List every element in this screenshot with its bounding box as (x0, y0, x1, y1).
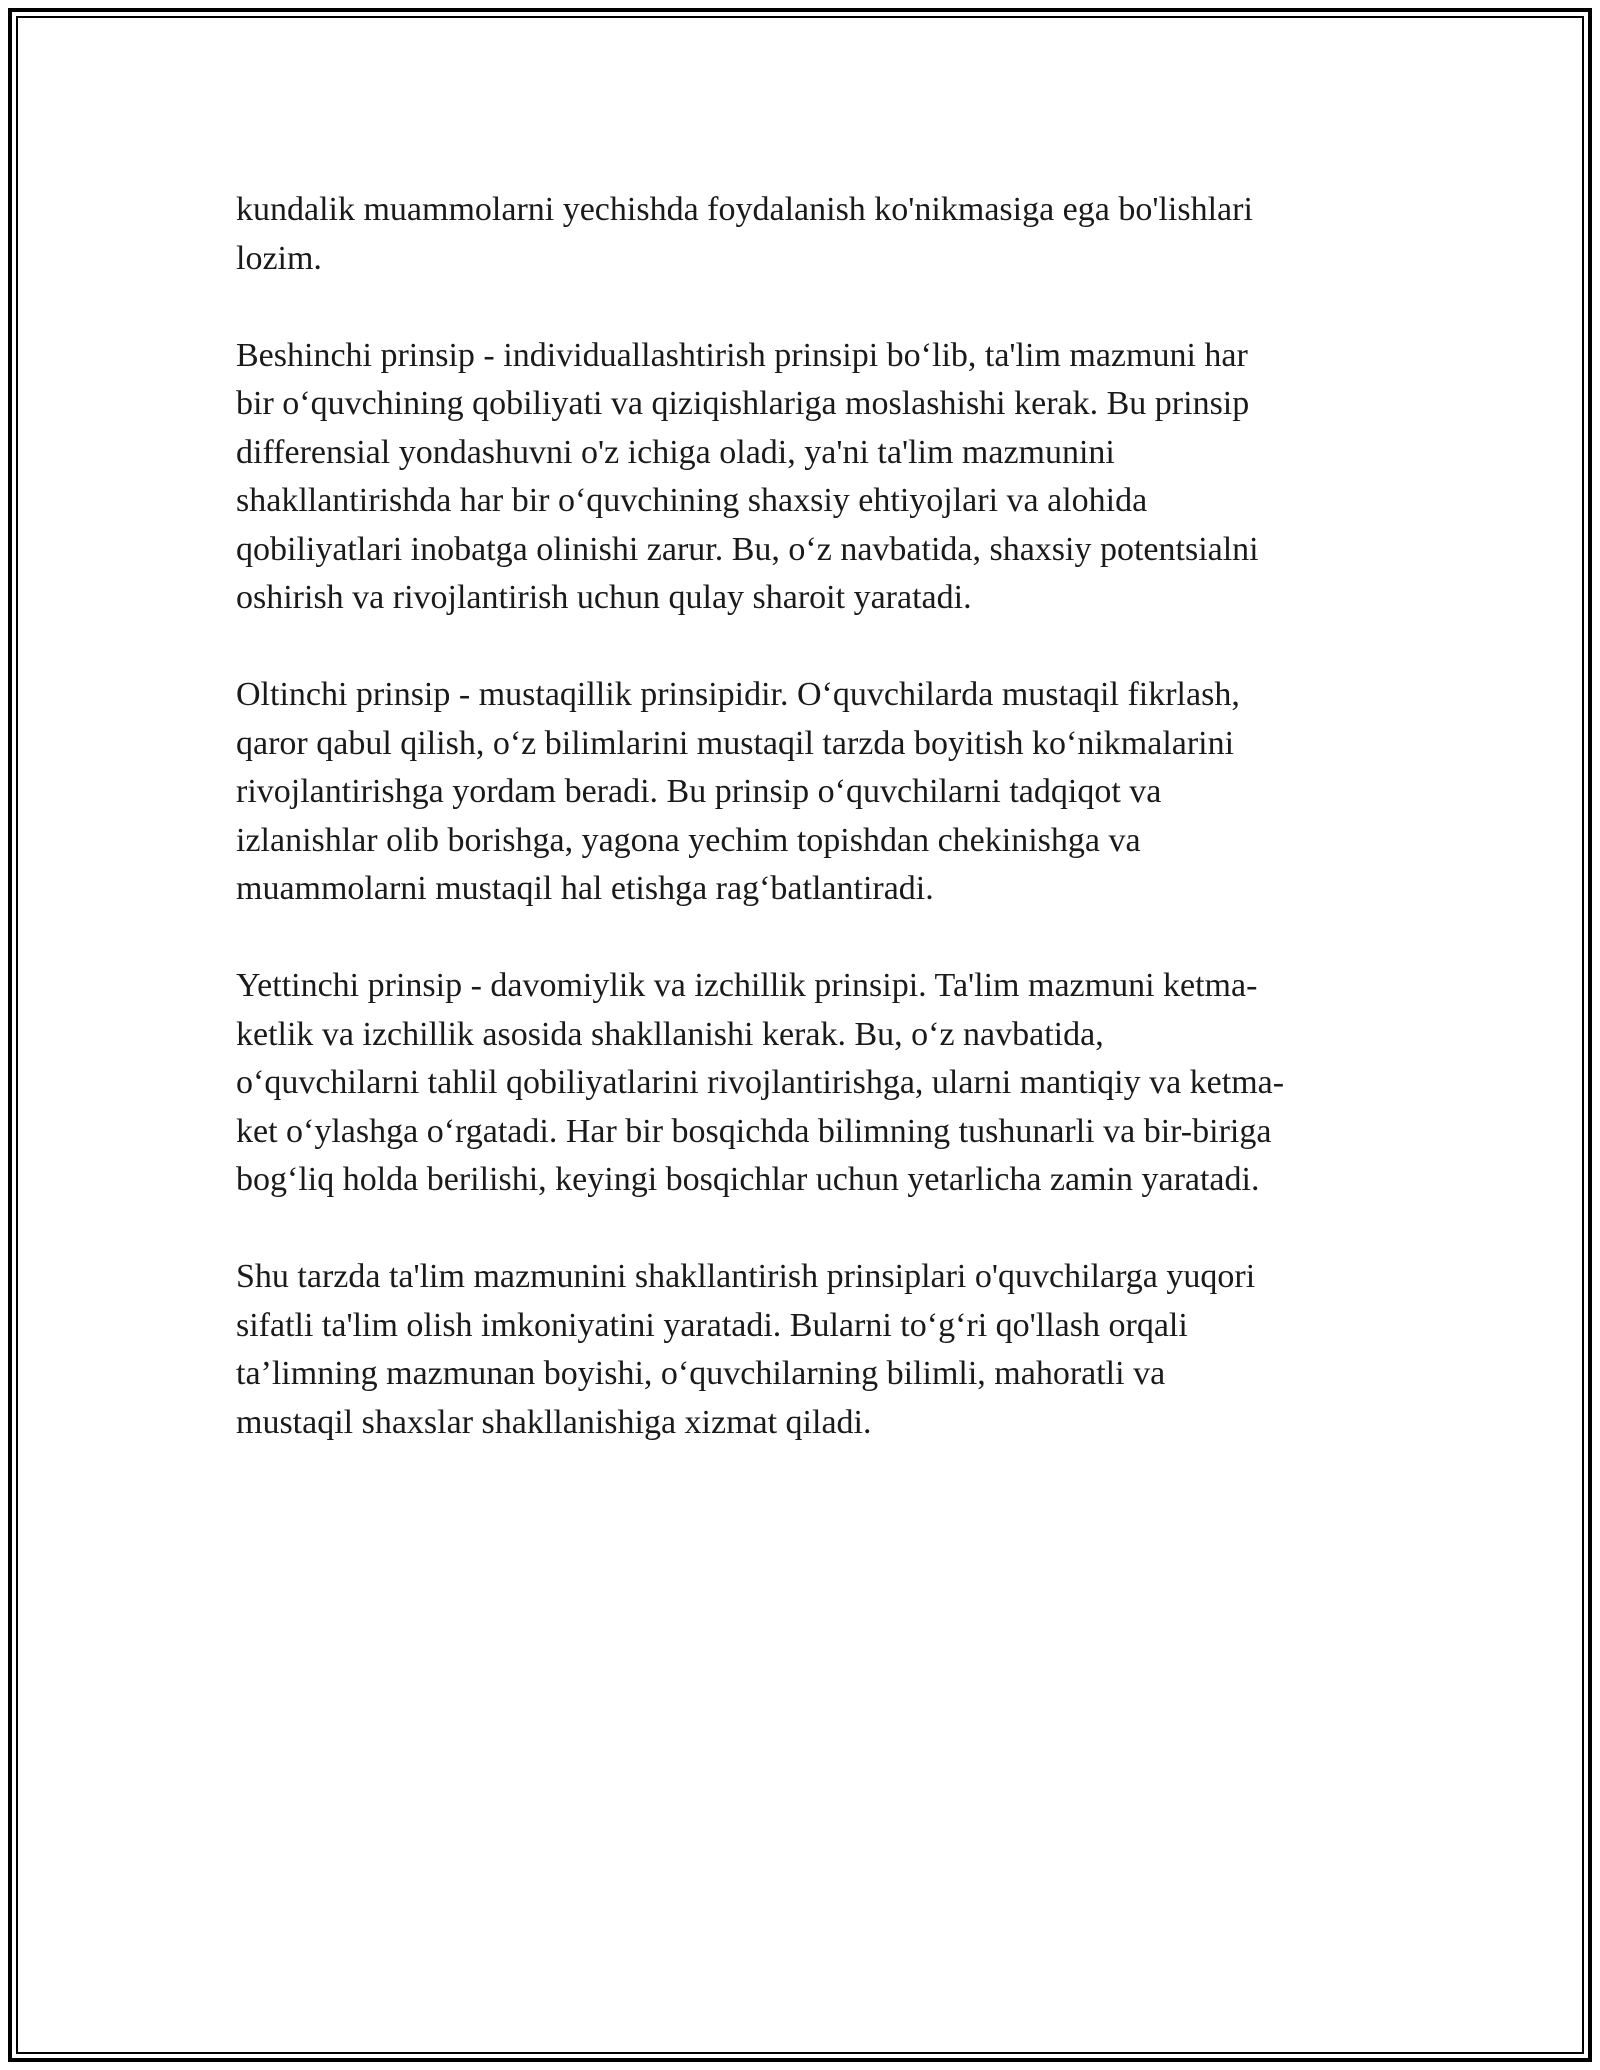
text-line: qobiliyatlari inobatga olinishi zarur. Bu, oʻz navbatida, shaxsiy potentsialni (236, 530, 1259, 568)
text-line: qaror qabul qilish, oʻz bilimlarini mustaqil tarzda boyitish koʻnikmalarini (236, 724, 1235, 762)
document-body (236, 186, 1376, 1496)
text-line: ta’limning mazmunan boyishi, oʻquvchilarning bilimli, mahoratli va (236, 1355, 1166, 1392)
text-line: sifatli ta'lim olish imkoniyatini yaratadi. Bularni toʻgʻri qo'llash orqali (236, 1306, 1188, 1344)
text-line: mustaqil shaxslar shakllanishiga xizmat qiladi. (236, 1403, 872, 1441)
text-line: Yettinchi prinsip - davomiylik va izchillik prinsipi. Ta'lim mazmuni ketma- (236, 967, 1258, 1004)
text-line: ket oʻylashga oʻrgatadi. Har bir bosqichda bilimning tushunarli va bir-biriga (236, 1112, 1272, 1150)
text-line: differensial yondashuvni o'z ichiga oladi, ya'ni ta'lim mazmunini (236, 433, 1115, 471)
text-line: kundalik muammolarni yechishda foydalanish ko'nikmasiga ega bo'lishlari (236, 191, 1253, 228)
paragraph-fifth-principle (236, 332, 1376, 623)
text-line: Oltinchi prinsip - mustaqillik prinsipidir. Oʻquvchilarda mustaqil fikrlash, (236, 676, 1240, 713)
paragraph-seventh-principle (236, 962, 1376, 1205)
paragraph-continuation (236, 186, 1376, 283)
text-line: ketlik va izchillik asosida shakllanishi kerak. Bu, oʻz navbatida, (236, 1015, 1104, 1053)
text-line: oʻquvchilarni tahlil qobiliyatlarini rivojlantirishga, ularni mantiqiy va ketma- (236, 1064, 1285, 1101)
text-line: oshirish va rivojlantirish uchun qulay sharoit yaratadi. (236, 579, 972, 616)
text-line: bir oʻquvchining qobiliyati va qiziqishlariga moslashishi kerak. Bu prinsip (236, 385, 1250, 422)
paragraph-conclusion (236, 1253, 1376, 1447)
text-line: Shu tarzda ta'lim mazmunini shakllantirish prinsiplari o'quvchilarga yuqori (236, 1258, 1256, 1295)
text-line: muammolarni mustaqil hal etishga ragʻbatlantiradi. (236, 870, 934, 907)
text-line: izlanishlar olib borishga, yagona yechim topishdan chekinishga va (236, 821, 1141, 859)
text-line: shakllantirishda har bir oʻquvchining shaxsiy ehtiyojlari va alohida (236, 482, 1148, 519)
paragraph-sixth-principle (236, 671, 1376, 914)
text-line: lozim. (236, 239, 322, 277)
text-line: bogʻliq holda berilishi, keyingi bosqichlar uchun yetarlicha zamin yaratadi. (236, 1161, 1260, 1198)
text-line: Beshinchi prinsip - individuallashtirish prinsipi boʻlib, ta'lim mazmuni har (236, 336, 1248, 374)
text-line: rivojlantirishga yordam beradi. Bu prinsip oʻquvchilarni tadqiqot va (236, 773, 1162, 810)
